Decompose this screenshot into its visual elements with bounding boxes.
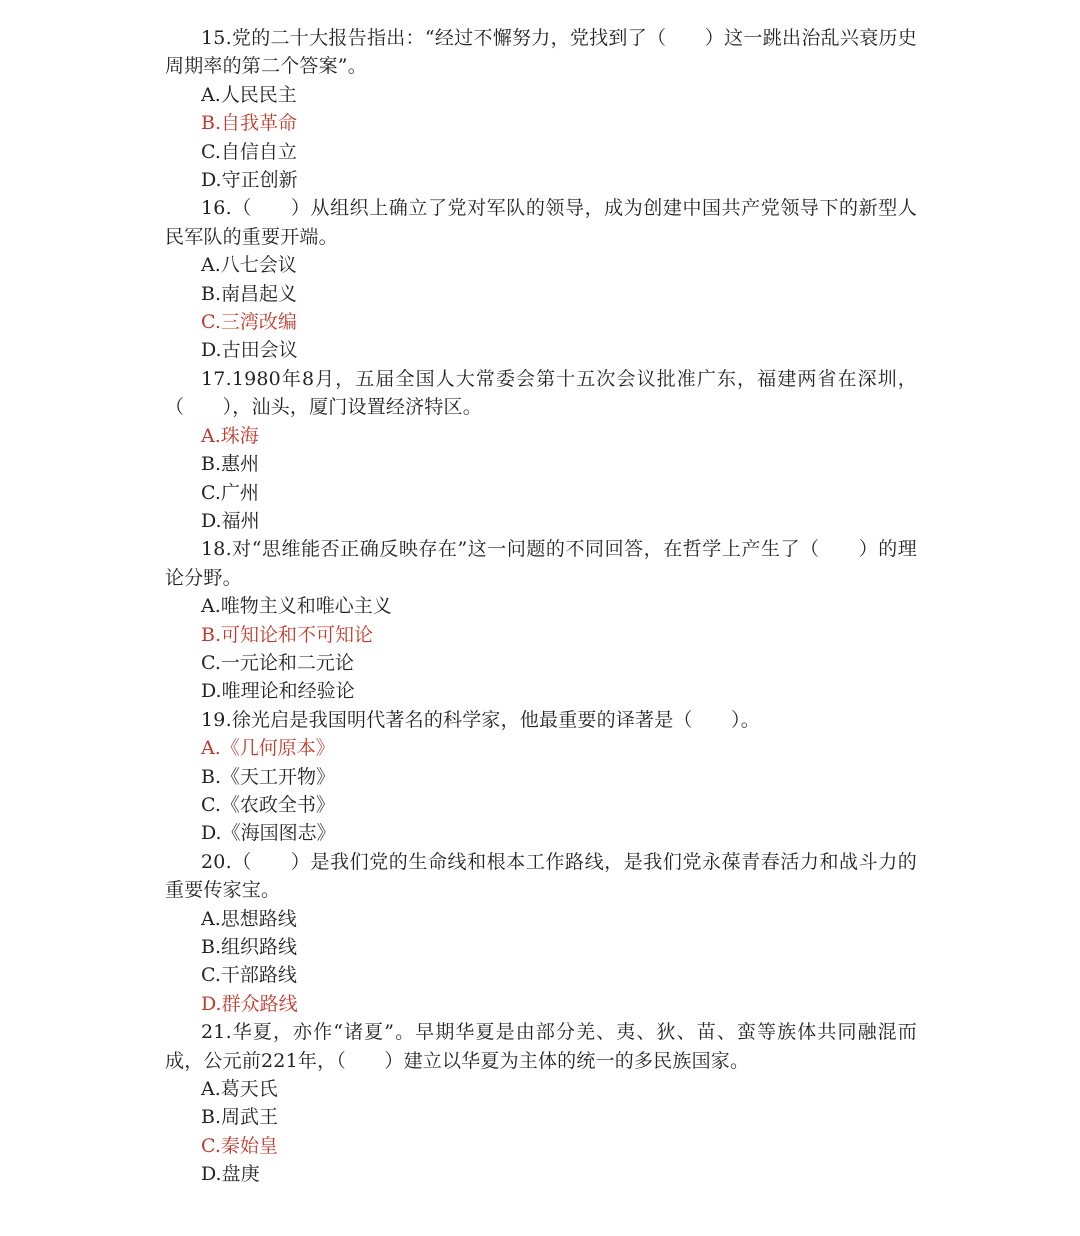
question-block: [165, 1018, 917, 1188]
question-block: [165, 848, 917, 1018]
answer-option-correct: B.可知论和不可知论: [201, 623, 374, 646]
answer-option: C.广州: [201, 481, 259, 504]
question-block: [165, 706, 917, 848]
question-stem: 15.党的二十大报告指出：“经过不懈努力，党找到了（ ）这一跳出治乱兴衰历史周期率的第二个答案”。: [165, 27, 917, 78]
answer-option-correct: C.三湾改编: [201, 311, 297, 334]
question-stem: 16.（ ）从组织上确立了党对军队的领导，成为创建中国共产党领导下的新型人民军队的重要开端。: [165, 197, 917, 248]
answer-option-correct: A.珠海: [201, 424, 259, 447]
answer-option: A.思想路线: [201, 907, 297, 930]
question-stem: 20.（ ）是我们党的生命线和根本工作路线，是我们党永葆青春活力和战斗力的重要传家宝。: [165, 850, 917, 902]
question-stem: 17.1980年8月，五届全国人大常委会第十五次会议批准广东，福建两省在深圳，（ ），汕头，厦门设置经济特区。: [165, 367, 917, 419]
answer-option: A.唯物主义和唯心主义: [201, 595, 392, 618]
answer-option: C.自信自立: [201, 140, 297, 163]
answer-option: D.盘庚: [201, 1163, 260, 1186]
question-stem: 19.徐光启是我国明代著名的科学家，他最重要的译著是（ ）。: [201, 708, 760, 731]
answer-option: D.唯理论和经验论: [201, 680, 355, 703]
answer-option: A.八七会议: [201, 254, 297, 277]
answer-option-correct: D.群众路线: [201, 992, 298, 1015]
answer-option-correct: C.秦始皇: [201, 1134, 278, 1157]
answer-option: C.干部路线: [201, 964, 297, 987]
question-block: [165, 194, 917, 364]
question-stem: 21.华夏，亦作“诸夏”。早期华夏是由部分羌、夷、狄、苗、蛮等族体共同融混而成，公元前221年，（ ）建立以华夏为主体的统一的多民族国家。: [165, 1021, 917, 1072]
question-block: [165, 365, 917, 535]
answer-option: B.组织路线: [201, 936, 298, 958]
question-block: [165, 535, 917, 705]
answer-option: D.《海国图志》: [201, 822, 336, 845]
question-stem: 18.对“思维能否正确反映存在”这一问题的不同回答，在哲学上产生了（ ）的理论分野。: [165, 538, 917, 589]
answer-option: C.《农政全书》: [201, 793, 335, 816]
answer-option: B.周武王: [201, 1106, 279, 1129]
answer-option: B.《天工开物》: [201, 765, 336, 788]
answer-option: A.人民民主: [201, 83, 297, 106]
answer-option: D.古田会议: [201, 339, 298, 362]
answer-option: B.惠州: [201, 453, 260, 476]
document-page: [165, 24, 917, 1189]
answer-option: C.一元论和二元论: [201, 651, 354, 674]
answer-option-correct: B.自我革命: [201, 112, 298, 135]
answer-option-correct: A.《几何原本》: [201, 737, 335, 760]
answer-option: A.葛天氏: [201, 1078, 278, 1101]
question-block: [165, 24, 917, 194]
answer-option: D.福州: [201, 509, 260, 532]
answer-option: D.守正创新: [201, 169, 298, 192]
answer-option: B.南昌起义: [201, 282, 298, 305]
